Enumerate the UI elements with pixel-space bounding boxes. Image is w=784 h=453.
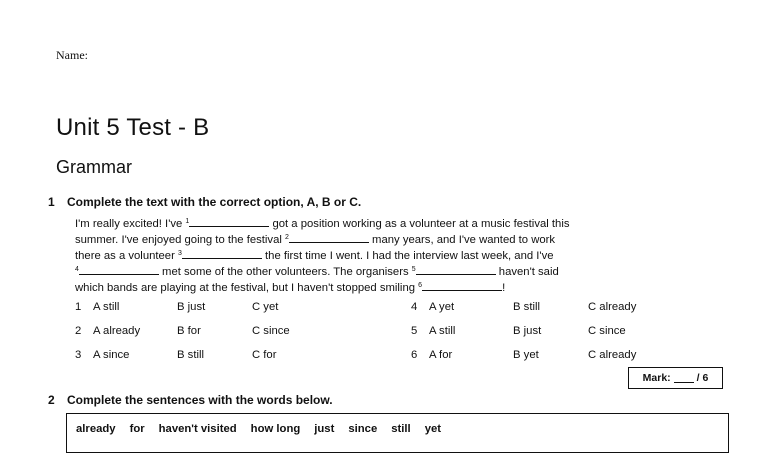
question-1-number: 1 <box>48 195 55 209</box>
option-a[interactable]: A yet <box>429 301 455 313</box>
name-label: Name: <box>56 48 88 62</box>
option-b[interactable]: B for <box>177 325 201 337</box>
text-segment: I'm really excited! I've <box>75 218 186 230</box>
option-b[interactable]: B yet <box>513 349 539 361</box>
option-a[interactable]: A already <box>93 325 141 337</box>
word-item: for <box>129 423 145 435</box>
answer-gap[interactable] <box>416 264 496 275</box>
option-b[interactable]: B just <box>513 325 542 337</box>
option-number: 2 <box>75 325 82 337</box>
word-item: already <box>76 423 116 435</box>
option-a[interactable]: A for <box>429 349 453 361</box>
question-2-number: 2 <box>48 393 55 407</box>
text-line <box>75 216 615 232</box>
word-item: since <box>348 423 378 435</box>
text-segment: haven't said <box>495 266 559 278</box>
word-item: still <box>391 423 411 435</box>
option-number: 5 <box>411 325 418 337</box>
option-b[interactable]: B still <box>513 301 540 313</box>
question-2-instruction: Complete the sentences with the words below. <box>67 393 333 407</box>
gap-number: 3 <box>178 250 182 257</box>
option-a[interactable]: A still <box>93 301 120 313</box>
text-segment: summer. I've enjoyed going to the festival <box>75 234 286 246</box>
mark-box <box>628 367 723 389</box>
option-number: 4 <box>411 301 418 313</box>
answer-gap[interactable] <box>79 264 159 275</box>
word-item: haven't visited <box>158 423 237 435</box>
word-item: yet <box>424 423 442 435</box>
gap-number: 2 <box>285 234 289 241</box>
mark-total: / 6 <box>696 372 709 384</box>
answer-gap[interactable] <box>289 232 369 243</box>
question-1-text <box>75 216 615 296</box>
option-c[interactable]: C already <box>588 349 637 361</box>
word-box <box>66 413 729 453</box>
option-c[interactable]: C for <box>252 349 277 361</box>
page-title: Unit 5 Test - B <box>56 114 210 141</box>
option-a[interactable]: A still <box>429 325 456 337</box>
text-segment: met some of the other volunteers. The organisers <box>158 266 412 278</box>
answer-gap[interactable] <box>189 216 269 227</box>
text-segment: there as a volunteer <box>75 250 178 262</box>
gap-number: 6 <box>418 282 423 289</box>
text-line <box>75 264 615 280</box>
text-line <box>75 280 615 296</box>
option-number: 3 <box>75 349 82 361</box>
section-heading: Grammar <box>56 157 132 177</box>
word-item: how long <box>250 423 301 435</box>
answer-gap[interactable] <box>422 280 502 291</box>
text-segment: ! <box>502 282 506 294</box>
option-c[interactable]: C since <box>252 325 290 337</box>
option-b[interactable]: B still <box>177 349 204 361</box>
option-c[interactable]: C already <box>588 301 637 313</box>
option-c[interactable]: C since <box>588 325 626 337</box>
option-b[interactable]: B just <box>177 301 206 313</box>
question-1-instruction: Complete the text with the correct option, A, B or C. <box>67 195 362 209</box>
word-list <box>76 423 455 435</box>
gap-number: 5 <box>411 266 416 273</box>
answer-gap[interactable] <box>182 248 262 259</box>
text-segment: many years, and I've wanted to work <box>368 234 556 246</box>
mark-label: Mark: <box>642 372 671 384</box>
option-a[interactable]: A since <box>93 349 130 361</box>
text-segment: got a position working as a volunteer at a music festival this <box>269 218 570 230</box>
option-number: 1 <box>75 301 82 313</box>
word-item: just <box>314 423 335 435</box>
gap-number: 1 <box>185 218 190 225</box>
mark-blank[interactable] <box>674 373 694 383</box>
text-line <box>75 248 615 264</box>
option-c[interactable]: C yet <box>252 301 279 313</box>
text-segment: the first time I went. I had the interview last week, and I've <box>261 250 554 262</box>
option-number: 6 <box>411 349 418 361</box>
gap-number: 4 <box>75 266 79 273</box>
text-segment: which bands are playing at the festival, but I haven't stopped smiling <box>75 282 419 294</box>
text-line <box>75 232 615 248</box>
